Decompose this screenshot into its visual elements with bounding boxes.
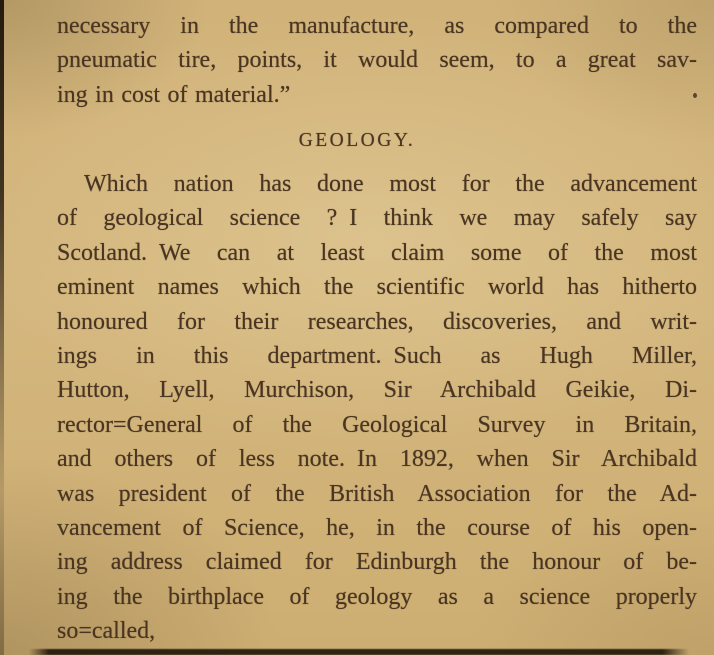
text-line: of geological science ? I think we may safely say [57, 205, 697, 232]
text-line: so=called, [57, 618, 156, 645]
text-line: ings in this department. Such as Hugh Miller, [57, 342, 697, 369]
text-line: Hutton, Lyell, Murchison, Sir Archibald Geikie, Di- [57, 377, 697, 404]
text-line: honoured for their researches, discoveries, and writ- [57, 308, 697, 335]
scan-edge-shadow-bottom [29, 649, 689, 655]
text-line: rector=General of the Geological Survey in Britain, [57, 411, 697, 438]
text-line: necessary in the manufacture, as compared to the [57, 13, 697, 39]
text-line: was president of the British Association for the Ad- [57, 480, 697, 507]
text-line: and others of less note. In 1892, when Sir Archibald [57, 446, 697, 473]
paragraph-geology [57, 167, 697, 648]
scan-edge-shadow-left [0, 0, 4, 655]
text-line: pneumatic tire, points, it would seem, to a great sav- [57, 47, 697, 74]
text-line: Scotland. We can at least claim some of the most [57, 239, 697, 266]
section-heading-geology: GEOLOGY. [298, 130, 416, 151]
text-line: Which nation has done most for the advancement [84, 171, 697, 197]
paragraph-tire-manufacture [57, 9, 697, 112]
text-line: eminent names which the scientific world has hitherto [57, 274, 697, 301]
text-line: vancement of Science, he, in the course of his open- [57, 514, 697, 541]
text-line: ing address claimed for Edinburgh the honour of be- [57, 549, 697, 576]
text-line: ing the birthplace of geology as a science properly [57, 583, 697, 610]
text-line: ing in cost of material.” [57, 81, 291, 108]
